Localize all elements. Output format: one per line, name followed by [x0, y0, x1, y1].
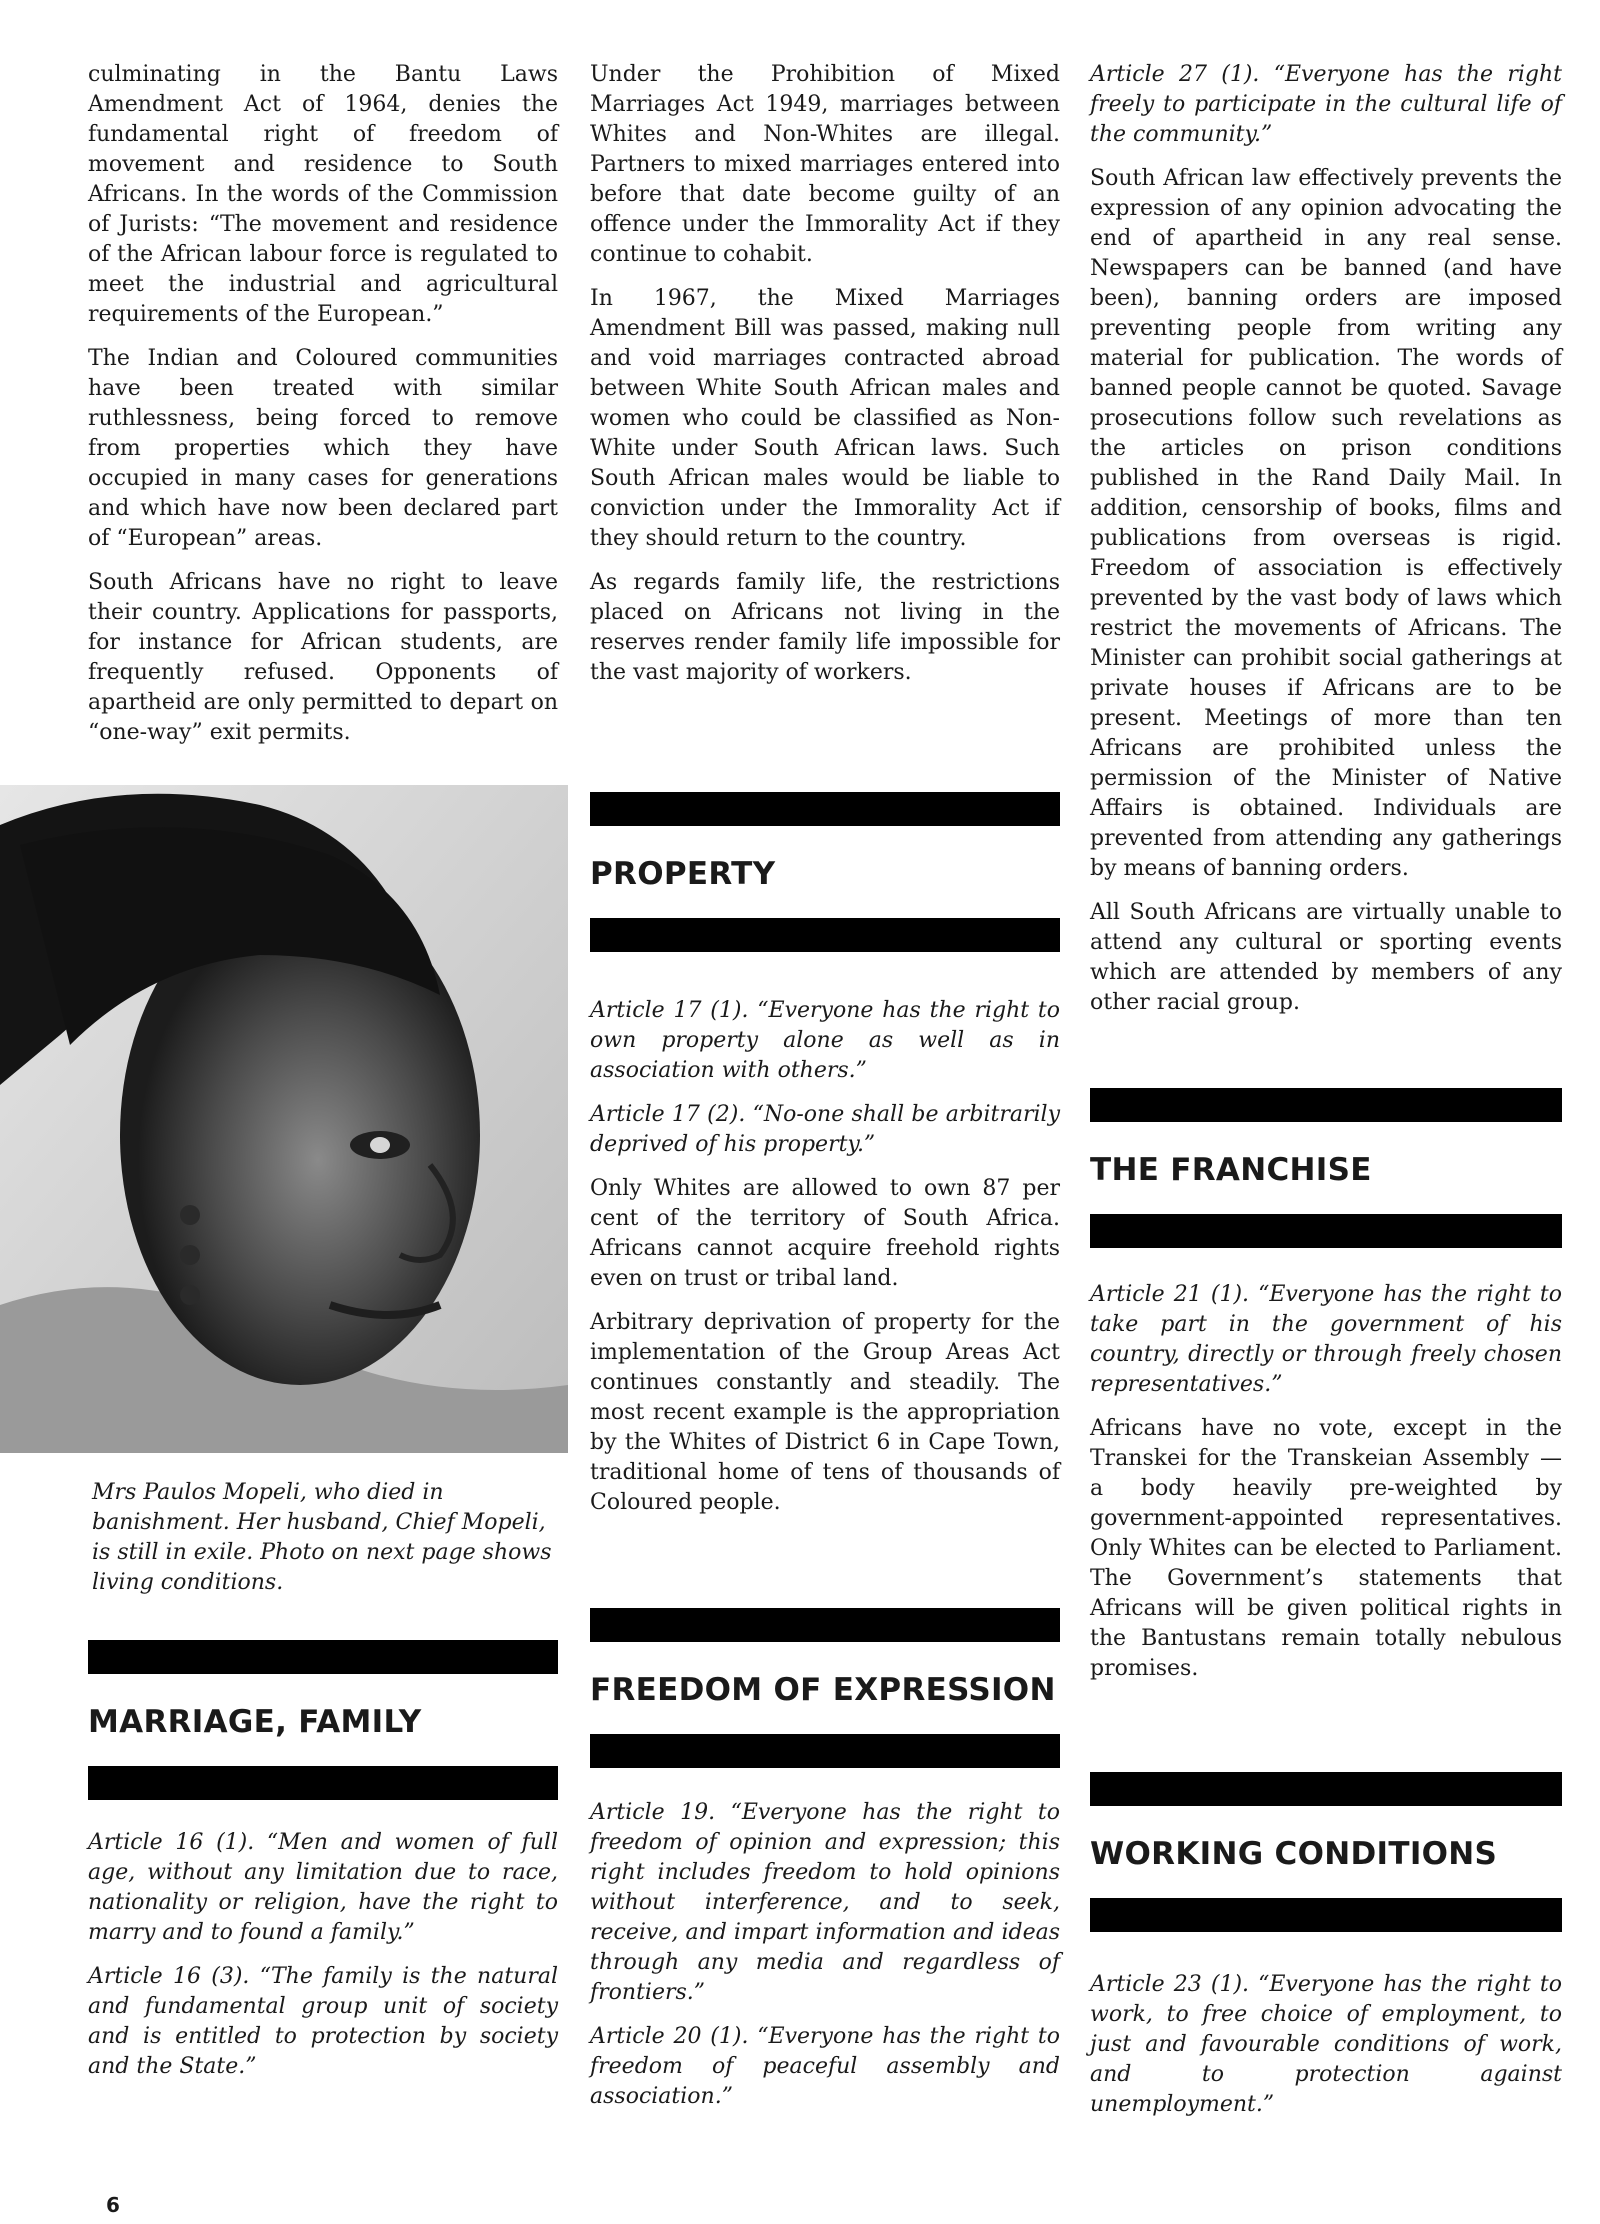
section-bar	[590, 918, 1060, 952]
paragraph: As regards family life, the restrictions placed on Africans not living in the reserves render family life impossible for the vast majority of workers.	[590, 570, 1060, 685]
section-bar	[590, 1608, 1060, 1642]
paragraph: Arbitrary deprivation of property for the implementation of the Group Areas Act continues constantly and steadily. The most recent example is the appropriation by the Whites of District 6 in Cape Town, traditional home of tens of thousands of Coloured people.	[590, 1310, 1060, 1515]
section-bar	[590, 792, 1060, 826]
section-marriage	[88, 1640, 558, 2096]
article-quote: Article 17 (1). “Everyone has the right to own property alone as well as in association with others.”	[590, 998, 1060, 1083]
article-quote: Article 19. “Everyone has the right to freedom of opinion and expression; this right includes freedom to hold opinions without interference, and to seek, receive, and impart information and ideas through any media and regardless of frontiers.”	[590, 1800, 1060, 2005]
column-1	[88, 60, 558, 762]
paragraph: South African law effectively prevents the expression of any opinion advocating the end of apartheid in any real sense. Newspapers can be banned (and have been), banning orders are imposed preventing people from writing any material for publication. The words of banned people cannot be quoted. Savage prosecutions follow such revelations as the articles on prison conditions published in the Rand Daily Mail. In addition, censorship of books, films and publications from overseas is rigid. Freedom of association is effectively prevented by the vast body of laws which restrict the movements of Africans. The Minister can prohibit social gatherings at private houses if Africans are to be present. Meetings of more than ten Africans are prohibited unless the permission of the Minister of Native Affairs is obtained. Individuals are prevented from attending any gatherings by means of banning orders.	[1090, 166, 1562, 881]
section-bar	[1090, 1214, 1562, 1248]
section-heading: MARRIAGE, FAMILY	[88, 1704, 422, 1740]
column-3	[1090, 60, 1562, 1032]
page-number: 6	[106, 2193, 120, 2217]
section-bar	[1090, 1088, 1562, 1122]
paragraph: culminating in the Bantu Laws Amendment Act of 1964, denies the fundamental right of freedom of movement and residence to South Africans. In the words of the Commission of Jurists: “The movement and residence of the African labour force is regulated to meet the industrial and agricultural requirements of the European.”	[88, 62, 558, 327]
portrait-photo	[0, 785, 568, 1453]
column-2	[590, 60, 1060, 702]
article-quote: Article 16 (1). “Men and women of full age, without any limitation due to race, nationality or religion, have the right to marry and to found a family.”	[88, 1830, 558, 1945]
section-franchise	[1090, 1088, 1562, 1698]
portrait-image	[0, 785, 568, 1453]
section-heading: THE FRANCHISE	[1090, 1152, 1372, 1188]
section-bar	[1090, 1772, 1562, 1806]
section-property	[590, 792, 1060, 1532]
article-quote: Article 21 (1). “Everyone has the right to take part in the government of his country, directly or through freely chosen representatives.”	[1090, 1282, 1562, 1397]
paragraph: Africans have no vote, except in the Transkei for the Transkeian Assembly — a body heavily pre-weighted by government-appointed representatives. Only Whites can be elected to Parliament. The Government’s statements that Africans will be given political rights in the Bantustans remain totally nebulous promises.	[1090, 1416, 1562, 1681]
section-bar	[1090, 1898, 1562, 1932]
paragraph: South Africans have no right to leave their country. Applications for passports, for instance for African students, are frequently refused. Opponents of apartheid are only permitted to depart on “one-way” exit permits.	[88, 570, 558, 745]
section-heading: PROPERTY	[590, 856, 776, 892]
paragraph: The Indian and Coloured communities have been treated with similar ruthlessness, being forced to remove from properties which they have occupied in many cases for generations and which have now been declared part of “European” areas.	[88, 346, 558, 551]
paragraph: In 1967, the Mixed Marriages Amendment Bill was passed, making null and void marriages contracted abroad between White South African males and women who could be classified as Non-White under South African laws. Such South African males would be liable to conviction under the Immorality Act if they should return to the country.	[590, 286, 1060, 551]
section-heading: WORKING CONDITIONS	[1090, 1836, 1498, 1872]
photo-caption: Mrs Paulos Mopeli, who died in banishment. Her husband, Chief Mopeli, is still in exile. Photo on next page shows living conditions.	[92, 1480, 552, 1595]
paragraph: Under the Prohibition of Mixed Marriages Act 1949, marriages between Whites and Non-Whites are illegal. Partners to mixed marriages entered into before that date become guilty of an offence under the Immorality Act if they continue to cohabit.	[590, 62, 1060, 267]
paragraph: All South Africans are virtually unable to attend any cultural or sporting events which are attended by members of any other racial group.	[1090, 900, 1562, 1015]
article-quote: Article 20 (1). “Everyone has the right to freedom of peaceful assembly and association.”	[590, 2024, 1060, 2109]
section-bar	[88, 1766, 558, 1800]
article-quote: Article 16 (3). “The family is the natural and fundamental group unit of society and is entitled to protection by society and the State.”	[88, 1964, 558, 2079]
article-quote: Article 23 (1). “Everyone has the right to work, to free choice of employment, to just and favourable conditions of work, and to protection against unemployment.”	[1090, 1972, 1562, 2117]
section-working	[1090, 1772, 1562, 2134]
section-bar	[88, 1640, 558, 1674]
article-quote: Article 17 (2). “No-one shall be arbitrarily deprived of his property.”	[590, 1102, 1060, 1157]
section-expression	[590, 1608, 1060, 2126]
paragraph: Only Whites are allowed to own 87 per cent of the territory of South Africa. Africans cannot acquire freehold rights even on trust or tribal land.	[590, 1176, 1060, 1291]
section-heading: FREEDOM OF EXPRESSION	[590, 1672, 1056, 1708]
article-quote: Article 27 (1). “Everyone has the right freely to participate in the cultural life of the community.”	[1090, 62, 1562, 147]
section-bar	[590, 1734, 1060, 1768]
